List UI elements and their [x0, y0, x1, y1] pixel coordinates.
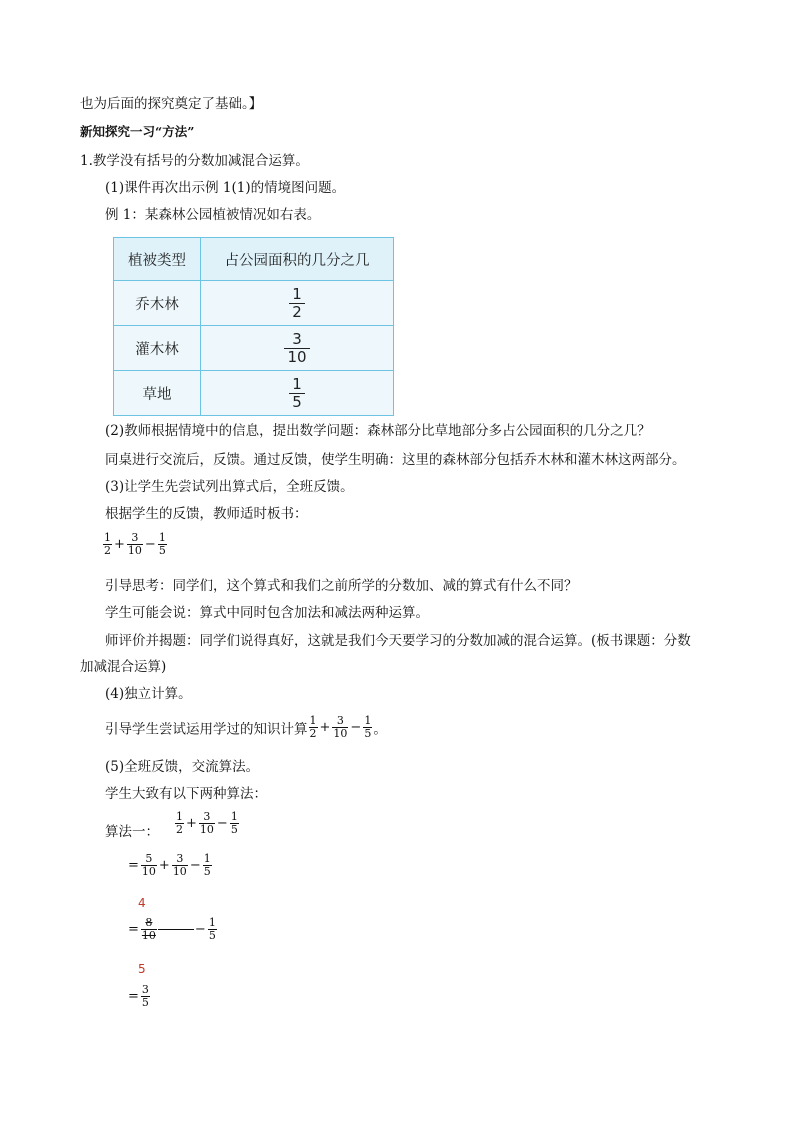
- plus-sign: +: [186, 816, 197, 831]
- board-expression: [102, 532, 168, 557]
- method-expression: [174, 811, 240, 836]
- text-line: 1.教学没有括号的分数加减混合运算。: [80, 153, 309, 169]
- fraction-bar-extension: [158, 929, 194, 930]
- text-line: (5)全班反馈，交流算法。: [105, 759, 260, 775]
- fraction: $\frac{1}{5}$: [158, 531, 166, 557]
- denominator: 2: [289, 303, 305, 321]
- text-line: 也为后面的探究奠定了基础。】: [80, 96, 263, 112]
- fraction: $\frac{3}{10}$: [333, 714, 348, 740]
- plus-sign: +: [158, 858, 170, 873]
- numerator: 3: [292, 329, 302, 348]
- equals-sign: =: [128, 989, 139, 1004]
- equals-sign: =: [128, 858, 139, 873]
- table-cell-fraction: [201, 326, 394, 371]
- equals-sign: =: [128, 922, 139, 937]
- text-line: 同桌进行交流后，反馈。通过反馈，使学生明确：这里的森林部分包括乔木林和灌木林这两部分。: [105, 452, 686, 468]
- numerator: 1: [292, 374, 302, 393]
- fraction: $\frac{1}{5}$: [208, 916, 216, 942]
- text-line: 学生大致有以下两种算法：: [105, 786, 267, 802]
- step-2: [127, 917, 218, 942]
- text-line-with-expression: [105, 715, 387, 740]
- section-heading: 新知探究一习“方法”: [80, 124, 195, 139]
- reduction-note: 5: [138, 962, 146, 976]
- fraction: $\frac{1}{2}$: [309, 714, 317, 740]
- table-header-row: [114, 238, 394, 281]
- text-line: (2)教师根据情境中的信息，提出数学问题：森林部分比草地部分多占公园面积的几分之几？: [105, 423, 651, 439]
- fraction: [289, 376, 305, 411]
- plus-sign: +: [114, 537, 125, 552]
- table-row: [114, 326, 394, 371]
- text-line: (1)课件再次出示例 1(1)的情境图问题。: [105, 180, 346, 196]
- fraction: $\frac{1}{2}$: [176, 810, 183, 836]
- text-line: 学生可能会说：算式中同时包含加法和减法两种运算。: [105, 605, 429, 621]
- text-line: 师评价并揭题：同学们说得真好，这就是我们今天要学习的分数加减的混合运算。(板书课题：分数: [105, 633, 691, 649]
- fraction-crossed: $\frac{8}{10}$: [141, 916, 156, 942]
- table-header-cell: 占公园面积的几分之几: [201, 238, 394, 281]
- table-cell-type: 乔木林: [114, 281, 201, 326]
- denominator: 5: [289, 393, 305, 411]
- method-label: 算法一：: [105, 824, 159, 840]
- fraction: $\frac{3}{10}$: [199, 810, 214, 836]
- text-line: 根据学生的反馈，教师适时板书：: [105, 506, 308, 522]
- text-line: 加减混合运算): [80, 659, 167, 675]
- table-row: [114, 281, 394, 326]
- table-header-cell: 植被类型: [114, 238, 201, 281]
- minus-sign: −: [144, 537, 156, 552]
- text-line: 引导思考：同学们，这个算式和我们之前所学的分数加、减的算式有什么不同？: [105, 578, 578, 594]
- text-line: 例 1：某森林公园植被情况如右表。: [105, 207, 321, 223]
- plus-sign: +: [319, 720, 331, 735]
- minus-sign: −: [189, 858, 201, 873]
- fraction: [289, 286, 305, 321]
- fraction: $\frac{5}{10}$: [141, 852, 156, 878]
- fraction: $\frac{1}{2}$: [104, 531, 111, 557]
- step-3-result: [127, 984, 151, 1009]
- fraction: $\frac{1}{5}$: [230, 810, 238, 836]
- numerator: 1: [292, 284, 302, 303]
- fraction: $\frac{1}{5}$: [203, 852, 211, 878]
- text-segment: 引导学生尝试运用学过的知识计算: [105, 721, 308, 738]
- minus-sign: −: [350, 720, 362, 735]
- step-1: [127, 853, 213, 878]
- table-row: [114, 371, 394, 416]
- fraction: $\frac{1}{5}$: [364, 714, 372, 740]
- table-cell-fraction: [201, 281, 394, 326]
- minus-sign: −: [194, 922, 206, 937]
- minus-sign: −: [216, 816, 228, 831]
- table-cell-fraction: [201, 371, 394, 416]
- fraction: $\frac{3}{5}$: [141, 983, 149, 1009]
- table-cell-type: 草地: [114, 371, 201, 416]
- fraction: $\frac{3}{10}$: [172, 852, 187, 878]
- vegetation-table: [113, 237, 394, 416]
- reduction-note: 4: [138, 896, 146, 910]
- table-cell-type: 灌木林: [114, 326, 201, 371]
- fraction: $\frac{3}{10}$: [127, 531, 142, 557]
- denominator: 10: [284, 348, 309, 366]
- text-line: (3)让学生先尝试列出算式后，全班反馈。: [105, 479, 354, 495]
- text-segment: 。: [373, 721, 387, 738]
- fraction: [284, 331, 309, 366]
- text-line: (4)独立计算。: [105, 686, 192, 702]
